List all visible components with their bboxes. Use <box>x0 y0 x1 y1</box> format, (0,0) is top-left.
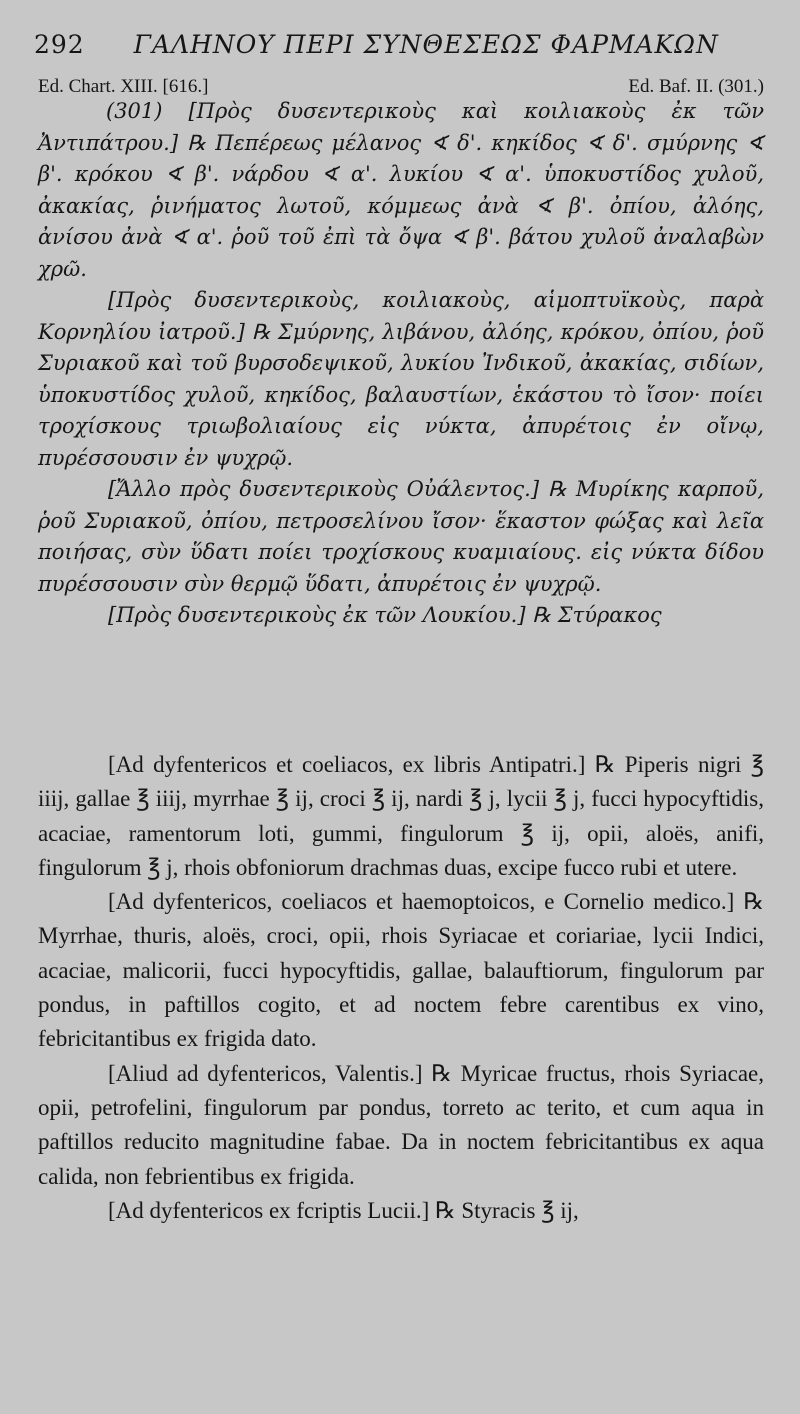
edition-references <box>38 76 764 98</box>
greek-text <box>38 96 764 632</box>
greek-paragraph: (301) [Πρὸς δυσεντερικοὺς καὶ κοιλιακοὺς ἐκ τῶν Ἀντιπάτρου.] ℞ Πεπέρεως μέλανος ∢ δ'. κηκίδος ∢ δ'. σμύρνης ∢ β'. κρόκου ∢ β'. νάρδου ∢ α'. λυκίου ∢ α'. ὑποκυστίδος χυλοῦ, ἀκακίας, ῥινήματος λωτοῦ, κόμμεως ἀνὰ ∢ β'. ὀπίου, ἀλόης, ἀνίσου ἀνὰ ∢ α'. ῥοῦ τοῦ ἐπὶ τὰ ὄψα ∢ β'. βάτου χυλοῦ ἀναλαβὼν χρῶ. <box>38 99 764 281</box>
latin-paragraph: [Aliud ad dyfentericos, Valentis.] ℞ Myricae fructus, rhois Syriacae, opii, petrofelini, fingulorum par pondus, torreto ac terito, et cum aqua in paftillos reducito magnitudine fabae. Da in noctem febricitantibus ex aqua calida, non febrientibus ex frigida. <box>38 1060 764 1189</box>
running-header <box>34 30 764 59</box>
edition-right: Ed. Baf. II. (301.) <box>628 76 764 97</box>
latin-paragraph: [Ad dyfentericos, coeliacos et haemoptoicos, e Cornelio medico.] ℞ Myrrhae, thuris, aloës, croci, opii, rhois Syriacae et coriariae, lycii Indici, acaciae, malicorii, fucci hypocyftidis, gallae, balauftiorum, fingulorum par pondus, in paftillos cogito, et ad noctem febre carentibus ex vino, febricitantibus ex frigida dato. <box>38 889 764 1052</box>
latin-translation <box>38 748 764 1228</box>
latin-paragraph: [Ad dyfentericos ex fcriptis Lucii.] ℞ Styracis ℥ ij, <box>108 1197 579 1223</box>
page-number: 292 <box>34 30 85 59</box>
greek-paragraph: [Πρὸς δυσεντερικοὺς ἐκ τῶν Λουκίου.] ℞ Στύρακος <box>108 603 662 627</box>
greek-paragraph: [Ἄλλο πρὸς δυσεντερικοὺς Οὐάλεντος.] ℞ Μυρίκης καρποῦ, ῥοῦ Συριακοῦ, ὀπίου, πετροσελίνου ἴσον· ἕκαστον φώξας καὶ λεῖα ποιήσας, σὺν ὕδατι ποίει τροχίσκους κυαμιαίους. εἰς νύκτα δίδου πυρέσσουσιν σὺν θερμῷ ὕδατι, ἀπυρέτοις ἐν ψυχρῷ. <box>38 477 764 596</box>
running-title: ΓΑΛΗΝΟΥ ΠΕΡΙ ΣΥΝΘΕΣΕΩΣ ΦΑΡΜΑΚΩΝ <box>133 30 719 59</box>
latin-paragraph: [Ad dyfentericos et coeliacos, ex libris Antipatri.] ℞ Piperis nigri ℥ iiij, gallae ℥ iiij, myrrhae ℥ ij, croci ℥ ij, nardi ℥ j, lycii ℥ j, fucci hypocyftidis, acaciae, ramentorum loti, gummi, fingulorum ℥ ij, opii, aloës, anifi, fingulorum ℥ j, rhois obfoniorum drachmas duas, excipe fucco rubi et utere. <box>38 752 764 880</box>
greek-paragraph: [Πρὸς δυσεντερικοὺς, κοιλιακοὺς, αἱμοπτυϊκοὺς, παρὰ Κορνηλίου ἰατροῦ.] ℞ Σμύρνης, λιβάνου, ἀλόης, κρόκου, ὀπίου, ῥοῦ Συριακοῦ καὶ τοῦ βυρσοδεψικοῦ, λυκίου Ἰνδικοῦ, ἀκακίας, σιδίων, ὑποκυστίδος χυλοῦ, κηκίδος, βαλαυστίων, ἑκάστου τὸ ἴσον· ποίει τροχίσκους τριωβολιαίους εἰς νύκτα, ἀπυρέτοις ἐν οἴνῳ, πυρέσσουσιν ἐν ψυχρῷ. <box>38 288 764 470</box>
edition-left: Ed. Chart. XIII. [616.] <box>38 76 209 97</box>
